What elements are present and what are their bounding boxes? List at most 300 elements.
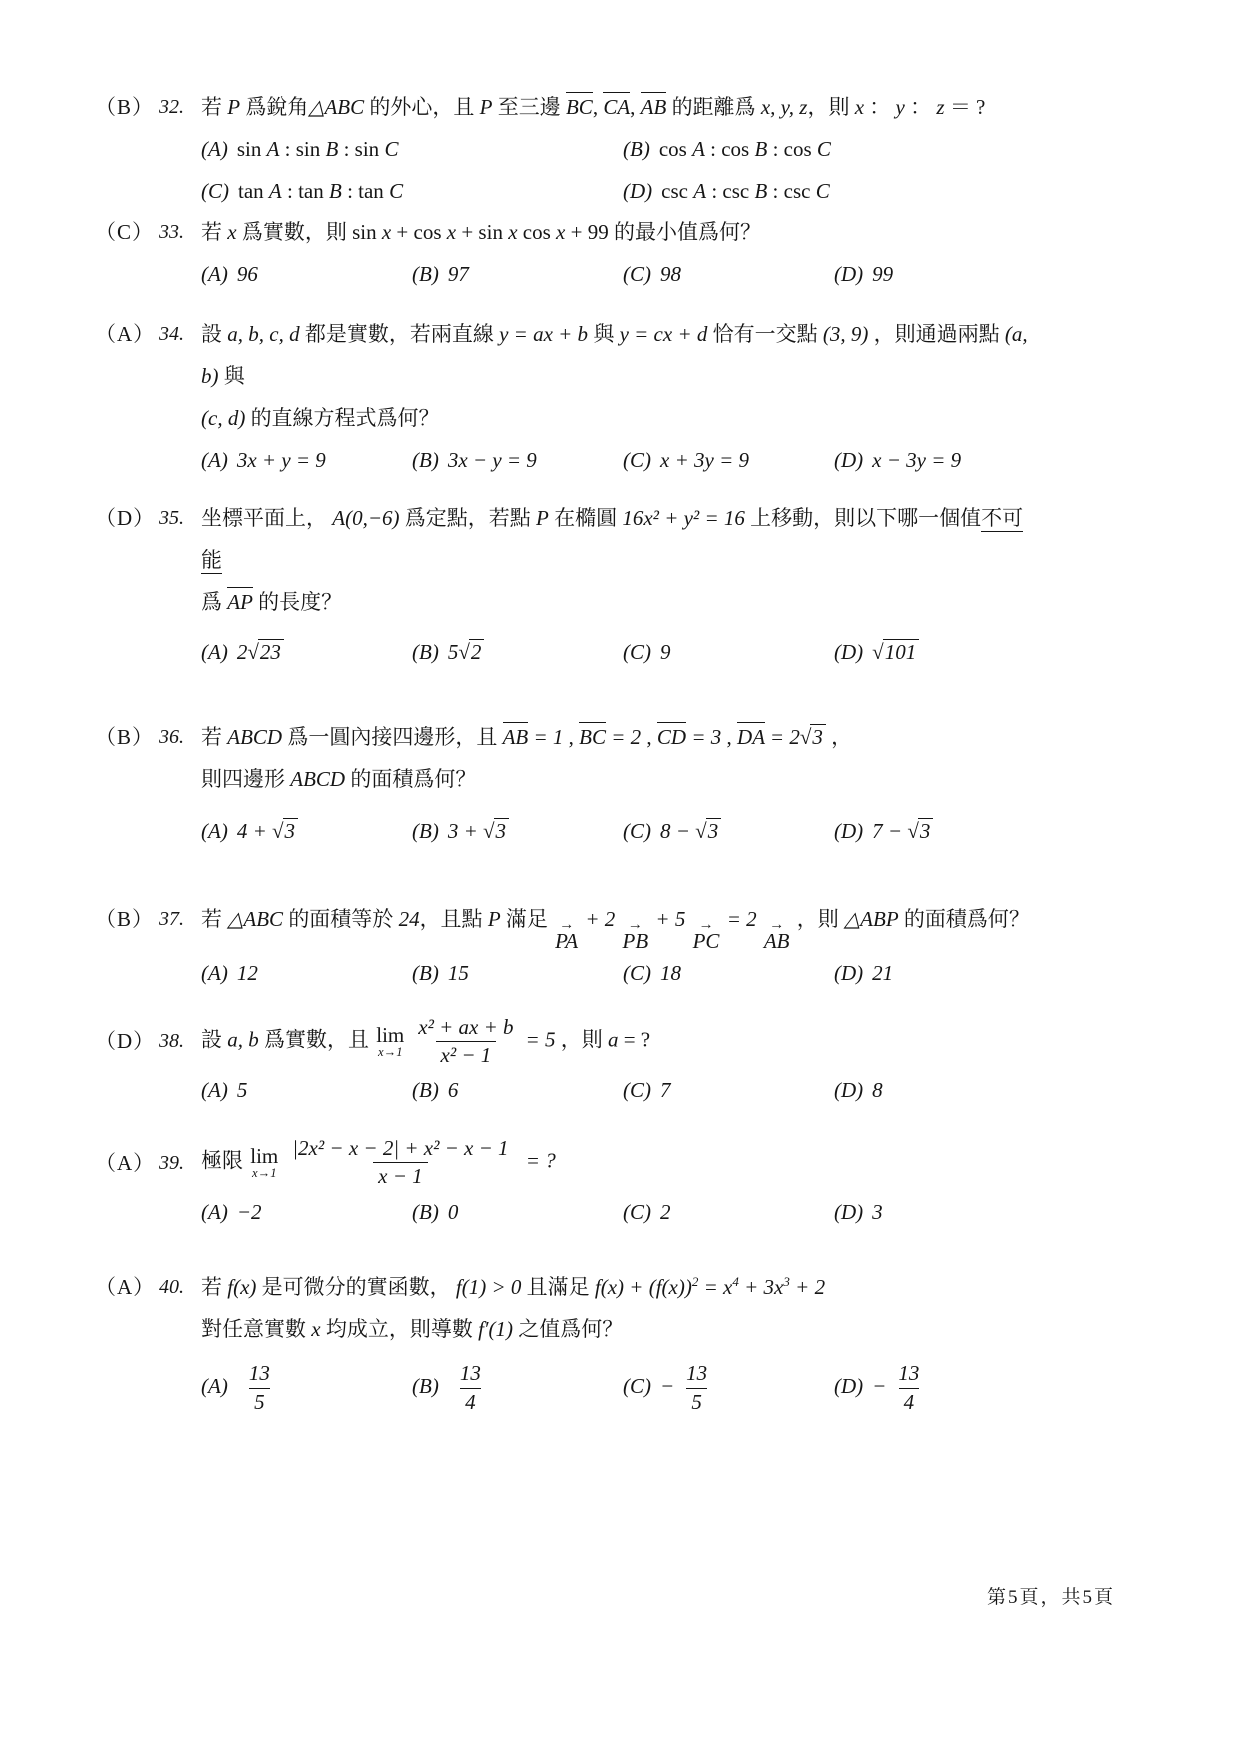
text-segment: 對任意實數 <box>201 1317 312 1342</box>
option-label: (A) <box>201 448 228 473</box>
text-segment: −2 <box>236 1199 262 1224</box>
math-vector: → PC <box>692 918 720 953</box>
text-segment: ， <box>825 725 853 750</box>
text-segment: y = ax + b <box>499 322 589 347</box>
question-number: 39. <box>159 1151 184 1174</box>
question-stem <box>201 211 1035 253</box>
option-c <box>623 635 834 671</box>
page-footer: 第5頁，共5頁 <box>986 1587 1115 1608</box>
question-34 <box>95 313 1035 479</box>
question-number: 33. <box>159 221 184 244</box>
text-segment: B <box>328 178 342 203</box>
option-a <box>201 956 412 992</box>
text-segment: 98 <box>660 262 681 287</box>
option-a <box>201 814 412 850</box>
option-a <box>201 443 412 479</box>
text-segment: , <box>592 95 604 119</box>
option-b <box>412 635 623 671</box>
text-segment: , <box>641 725 657 750</box>
text-segment: : cos <box>704 137 755 161</box>
option-value <box>448 1078 459 1102</box>
text-segment: 爲銳角 <box>240 95 309 119</box>
text-segment: ABCD <box>227 725 283 750</box>
option-c <box>623 956 834 992</box>
option-label: (C) <box>201 178 229 203</box>
question-stem <box>201 1266 1035 1350</box>
text-segment: 設 <box>201 322 228 347</box>
math-vector: → PA <box>555 918 579 953</box>
text-segment: x <box>854 95 865 119</box>
text-segment: (c, d) <box>201 406 246 431</box>
answer-label: （C） <box>95 220 155 245</box>
option-c <box>623 1195 834 1231</box>
text-segment: 與 <box>588 322 620 347</box>
text-segment: 極限 <box>201 1148 249 1173</box>
text-segment: 97 <box>447 262 469 287</box>
option-value <box>660 1361 719 1414</box>
option-label: (A) <box>201 1199 228 1224</box>
option-value <box>660 640 671 664</box>
question-32 <box>95 86 1035 209</box>
text-segment: ，且點 <box>419 907 488 932</box>
option-label: (B) <box>412 819 439 844</box>
text-segment: a <box>607 1027 619 1052</box>
text-segment: 0 <box>447 1199 459 1224</box>
text-segment: P <box>536 505 549 530</box>
option-d <box>623 174 1045 210</box>
text-segment: + 99 的最小值爲何？ <box>565 220 761 245</box>
options-list <box>201 1360 1035 1416</box>
question-stem <box>201 1014 1035 1070</box>
text-segment: x <box>311 1317 321 1342</box>
question-37 <box>95 898 1035 992</box>
option-value <box>448 1361 493 1414</box>
option-value <box>872 1078 883 1102</box>
text-segment: ABCD <box>290 767 346 792</box>
option-value <box>661 179 830 203</box>
option-label: (A) <box>201 1078 228 1103</box>
text-segment: BC <box>566 92 593 119</box>
text-segment: CA <box>603 92 630 119</box>
text-segment: C <box>815 178 830 203</box>
text-segment: cos <box>658 137 693 161</box>
math-vector: → AB <box>763 918 790 953</box>
math-sqrt: √3 <box>483 819 509 843</box>
math-limit: lim x→1 <box>376 1022 405 1059</box>
options-list <box>201 443 1035 479</box>
question-number: 37. <box>159 908 184 931</box>
text-segment: 4 <box>732 1274 739 1290</box>
math-fraction: $\frac{13}{4}$ <box>455 1360 486 1416</box>
option-label: (C) <box>623 1078 651 1103</box>
text-segment: P <box>487 907 501 932</box>
option-value <box>238 179 403 203</box>
text-segment: x − 3y = 9 <box>872 448 962 473</box>
option-value <box>872 1200 883 1224</box>
option-d <box>834 1073 1045 1109</box>
question-stem <box>201 898 1035 952</box>
question-40 <box>95 1266 1035 1416</box>
text-segment: 6 <box>447 1078 459 1103</box>
option-c <box>201 174 623 210</box>
answer-label: （B） <box>95 907 155 932</box>
text-segment: B <box>325 137 339 161</box>
text-segment: A(0,−6) <box>332 505 400 530</box>
question-36 <box>95 716 1035 850</box>
text-segment: f′(1) <box>478 1317 513 1342</box>
text-segment: ＝ ? <box>944 95 986 119</box>
option-label: (C) <box>623 1373 651 1398</box>
text-segment: A <box>266 137 280 161</box>
text-segment: 坐標平面上， <box>201 505 333 530</box>
math-fraction: $\frac{13}{5}$ <box>681 1360 712 1416</box>
text-segment: ，則通過兩點 <box>868 322 1005 347</box>
text-segment: AB <box>503 722 529 749</box>
option-value <box>660 448 749 472</box>
option-value <box>660 1078 671 1102</box>
text-segment: P <box>479 95 493 119</box>
option-value <box>237 819 298 843</box>
options-list <box>201 1073 1035 1109</box>
option-label: (B) <box>412 1078 439 1103</box>
text-segment: 若 <box>201 907 228 932</box>
option-c <box>623 814 834 850</box>
text-segment: 爲實數，則 sin <box>236 220 382 245</box>
option-c <box>623 1073 834 1109</box>
question-number: 40. <box>159 1276 184 1299</box>
text-segment: BC <box>579 722 606 749</box>
text-segment: : tan <box>281 178 329 203</box>
answer-label: （A） <box>95 1150 156 1175</box>
math-sqrt: √3 <box>695 819 721 843</box>
question-number: 32. <box>159 96 184 118</box>
option-value <box>872 1361 931 1414</box>
text-segment: AP <box>227 587 253 614</box>
text-segment: 若 <box>201 95 228 119</box>
text-segment: 99 <box>872 262 894 287</box>
option-d <box>834 1360 1045 1416</box>
text-segment: 15 <box>447 960 469 985</box>
text-segment: 上移動，則以下哪一個值 <box>744 505 982 530</box>
option-label: (B) <box>412 960 439 985</box>
option-label: (D) <box>834 448 864 473</box>
text-segment: ，則 <box>555 1027 608 1052</box>
question-33 <box>95 211 1035 293</box>
text-segment: + 2 <box>580 907 621 932</box>
text-segment: C <box>384 137 399 161</box>
option-value <box>237 1078 248 1102</box>
answer-label: （D） <box>95 505 156 530</box>
math-sqrt: √23 <box>247 640 284 664</box>
option-label: (C) <box>623 819 651 844</box>
text-segment: , <box>630 95 641 119</box>
option-b <box>412 1073 623 1109</box>
option-value <box>448 961 469 985</box>
text-segment: 3 + <box>447 819 483 844</box>
text-segment: 若 <box>201 1275 228 1300</box>
option-label: (D) <box>834 639 864 664</box>
option-value <box>448 819 509 843</box>
text-segment: y <box>895 95 905 119</box>
text-segment: 的面積爲何？ <box>898 907 1030 932</box>
option-label: (D) <box>623 178 653 203</box>
math-sqrt: √3 <box>800 725 826 749</box>
text-segment: x + 3y = 9 <box>660 448 749 473</box>
option-c <box>623 1360 834 1416</box>
option-value <box>659 137 831 161</box>
option-value <box>872 262 893 286</box>
option-label: (C) <box>623 448 651 473</box>
text-segment: 恰有一交點 <box>707 322 823 347</box>
text-segment: = 1 <box>528 725 564 750</box>
option-label: (B) <box>412 1373 439 1398</box>
option-value <box>237 448 326 472</box>
text-segment: = 3 <box>686 725 722 750</box>
option-value <box>872 819 933 843</box>
option-value <box>237 262 258 286</box>
text-segment: 之值爲何？ <box>513 1317 624 1342</box>
text-segment: y = cx + d <box>619 322 708 347</box>
math-fraction: $\frac{13}{4}$ <box>893 1360 924 1416</box>
text-segment: ： <box>904 95 937 119</box>
text-segment: 若 <box>201 725 228 750</box>
option-c <box>623 443 834 479</box>
answer-label: （A） <box>95 322 156 347</box>
option-label: (A) <box>201 960 228 985</box>
text-segment: 5 <box>447 639 459 664</box>
text-segment: = 2 <box>606 725 642 750</box>
text-segment: x <box>508 220 518 245</box>
text-segment: 3x + y = 9 <box>236 448 326 473</box>
option-b <box>412 257 623 293</box>
text-segment: = ? <box>520 1148 556 1173</box>
text-segment: + sin <box>456 220 509 245</box>
text-segment: 2 <box>691 1274 699 1290</box>
question-number: 34. <box>159 323 184 346</box>
option-value <box>660 961 681 985</box>
text-segment: : tan <box>341 178 390 203</box>
text-segment: : sin <box>338 137 385 161</box>
text-segment: x, y, z <box>760 95 808 119</box>
text-segment: a, b, c, d <box>227 322 300 347</box>
text-segment: 3 <box>783 1274 790 1290</box>
option-label: (A) <box>201 137 228 161</box>
math-sqrt: √101 <box>872 640 919 664</box>
exam-content <box>95 86 1035 1416</box>
text-segment: = ? <box>618 1027 651 1052</box>
text-segment: 爲 <box>201 589 228 614</box>
answer-label: （D） <box>95 1029 156 1054</box>
text-segment: 24 <box>398 907 420 932</box>
option-value <box>448 640 485 664</box>
text-segment: 若 <box>201 220 228 245</box>
option-value <box>660 262 681 286</box>
option-label: (A) <box>201 262 228 287</box>
text-segment: DA <box>737 722 765 749</box>
question-38 <box>95 1014 1035 1109</box>
text-segment: 爲定點，若點 <box>399 505 536 530</box>
option-b <box>412 443 623 479</box>
text-segment: 9 <box>660 639 671 664</box>
text-segment: 設 <box>201 1027 228 1052</box>
text-segment: f(1) > 0 <box>455 1275 522 1300</box>
text-segment: + 2 <box>789 1275 826 1300</box>
text-segment: x <box>446 220 457 245</box>
text-segment: 則四邊形 <box>201 767 291 792</box>
option-label: (C) <box>623 262 651 287</box>
text-segment: 爲一圓內接四邊形，且 <box>282 725 503 750</box>
option-a <box>201 1073 412 1109</box>
question-stem <box>201 1135 1035 1191</box>
answer-label: （B） <box>95 725 155 750</box>
text-segment: 21 <box>872 960 894 985</box>
text-segment: A <box>268 178 282 203</box>
option-label: (D) <box>834 1373 864 1398</box>
option-d <box>834 1195 1045 1231</box>
question-stem <box>201 716 1035 800</box>
text-segment: 在橢圓 <box>548 505 623 530</box>
math-sqrt: √3 <box>272 819 298 843</box>
answer-label: （A） <box>95 1275 156 1300</box>
option-c <box>623 257 834 293</box>
option-value <box>237 1200 262 1224</box>
option-value <box>660 1200 671 1224</box>
text-segment: tan <box>238 178 269 203</box>
option-label: (D) <box>834 1078 864 1103</box>
text-segment: 至三邊 <box>492 95 566 119</box>
text-segment: 的長度？ <box>252 589 343 614</box>
text-segment: : cos <box>767 137 817 161</box>
text-segment: 不可能 <box>201 505 1024 572</box>
option-b <box>412 956 623 992</box>
text-segment: 7 − <box>872 819 908 844</box>
question-number: 38. <box>159 1030 184 1053</box>
option-value <box>448 1200 459 1224</box>
text-segment: − <box>660 1373 675 1398</box>
option-label: (B) <box>412 448 439 473</box>
options-list <box>201 132 1035 209</box>
text-segment: = 2 <box>764 725 800 750</box>
text-segment: 2 <box>236 639 248 664</box>
option-b <box>412 814 623 850</box>
option-label: (C) <box>623 960 651 985</box>
text-segment: + cos <box>391 220 447 245</box>
option-d <box>834 814 1045 850</box>
option-value <box>237 640 284 664</box>
text-segment: P <box>227 95 241 119</box>
text-segment: B <box>754 137 768 161</box>
text-segment: f(x) + (f(x)) <box>594 1275 692 1300</box>
text-segment: − <box>872 1373 887 1398</box>
option-label: (D) <box>834 819 864 844</box>
option-label: (A) <box>201 639 228 664</box>
text-segment: △ABC <box>308 95 365 119</box>
text-segment: C <box>816 137 831 161</box>
text-segment: z <box>936 95 945 119</box>
option-a <box>201 635 412 671</box>
text-segment: A <box>692 137 705 161</box>
option-b <box>412 1360 623 1416</box>
option-value <box>660 819 721 843</box>
math-fraction: $\frac{13}{5}$ <box>244 1360 275 1416</box>
text-segment: 的面積等於 <box>283 907 399 932</box>
option-label: (B) <box>412 1199 439 1224</box>
text-segment: 的距離爲 <box>666 95 761 119</box>
text-segment: : sin <box>279 137 326 161</box>
option-d <box>834 635 1045 671</box>
math-sqrt: √2 <box>458 640 484 664</box>
option-label: (A) <box>201 1373 228 1398</box>
text-segment: 2 <box>660 1199 671 1224</box>
text-segment: 與 <box>218 364 245 389</box>
option-a <box>201 132 623 168</box>
option-label: (C) <box>623 639 651 664</box>
text-segment: ，則 <box>807 95 855 119</box>
question-number: 36. <box>159 726 184 749</box>
text-segment: 是可微分的實函數， <box>256 1275 456 1300</box>
text-segment: (3, 9) <box>822 322 869 347</box>
option-value <box>237 137 399 161</box>
option-d <box>834 956 1045 992</box>
option-b <box>623 132 1045 168</box>
option-label: (D) <box>834 1199 864 1224</box>
text-segment: 4 + <box>236 819 272 844</box>
text-segment: CD <box>657 722 686 749</box>
option-d <box>834 257 1045 293</box>
text-segment: = 2 <box>721 907 762 932</box>
option-value <box>237 961 258 985</box>
text-segment: 12 <box>236 960 258 985</box>
option-b <box>412 1195 623 1231</box>
option-label: (B) <box>412 639 439 664</box>
text-segment: + 3x <box>738 1275 784 1300</box>
text-segment: : csc <box>706 178 755 203</box>
text-segment: x <box>227 220 237 245</box>
text-segment: ，則 <box>791 907 845 932</box>
option-label: (D) <box>834 960 864 985</box>
text-segment: 3 <box>872 1199 883 1224</box>
math-vector: → PB <box>622 918 649 953</box>
text-segment: C <box>389 178 404 203</box>
option-a <box>201 1195 412 1231</box>
option-value <box>448 448 537 472</box>
option-value <box>448 262 469 286</box>
text-segment: 且滿足 <box>521 1275 595 1300</box>
text-segment: 16x² + y² = 16 <box>622 505 745 530</box>
text-segment: 滿足 <box>500 907 554 932</box>
text-segment: 都是實數，若兩直線 <box>299 322 500 347</box>
text-segment: 的外心，且 <box>364 95 480 119</box>
text-segment: f(x) <box>227 1275 257 1300</box>
option-label: (A) <box>201 819 228 844</box>
option-a <box>201 1360 412 1416</box>
question-stem <box>201 86 1035 128</box>
text-segment: = x <box>698 1275 733 1300</box>
text-segment: csc <box>661 178 694 203</box>
text-segment: , <box>563 725 580 750</box>
text-segment: 7 <box>660 1078 671 1103</box>
text-segment: cos <box>517 220 557 245</box>
text-segment: 爲實數，且 <box>258 1027 375 1052</box>
question-39 <box>95 1135 1035 1230</box>
text-segment: 均成立，則導數 <box>320 1317 479 1342</box>
question-stem <box>201 497 1035 623</box>
option-label: (D) <box>834 262 864 287</box>
text-segment: △ABC <box>227 907 284 932</box>
text-segment: 8 − <box>660 819 696 844</box>
option-label: (C) <box>623 1199 651 1224</box>
options-list <box>201 257 1035 293</box>
